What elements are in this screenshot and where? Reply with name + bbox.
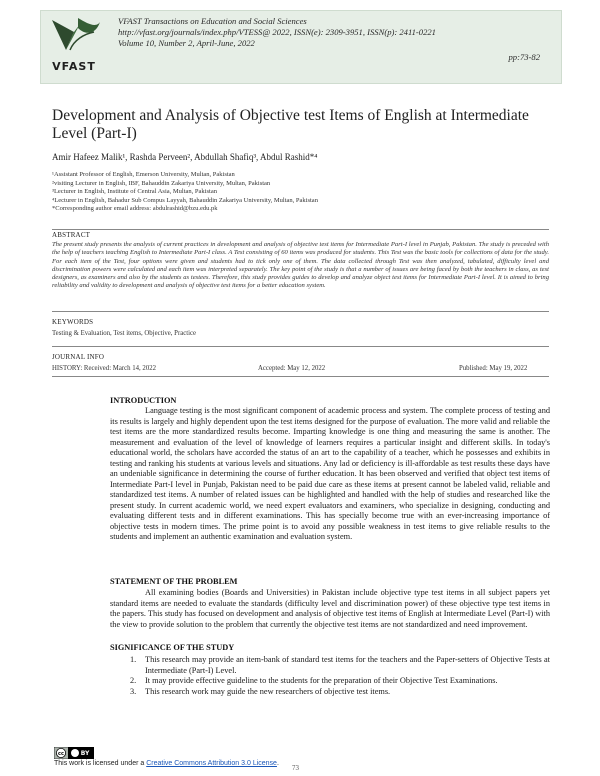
journal-info-bottom-rule xyxy=(52,376,549,377)
affiliation-line: ¹Assistant Professor of English, Emerson University, Multan, Pakistan xyxy=(52,171,235,178)
license-link[interactable]: Creative Commons Attribution 3.0 License xyxy=(146,760,277,767)
svg-text:cc: cc xyxy=(58,750,64,757)
journal-name: VFAST Transactions on Education and Social Sciences xyxy=(118,16,307,26)
statement-heading: STATEMENT OF THE PROBLEM xyxy=(110,577,238,586)
list-item xyxy=(110,687,550,698)
svg-text:BY: BY xyxy=(80,750,90,758)
journal-pages: pp:73-82 xyxy=(508,52,540,62)
introduction-heading: INTRODUCTION xyxy=(110,396,177,405)
list-item-number: 2. xyxy=(130,676,137,685)
page-number: 73 xyxy=(292,764,299,772)
affiliation-line: ²visiting Lecturer in English, IBF, Bahauddin Zakariya University, Multan, Pakistan xyxy=(52,179,271,187)
keywords-rule xyxy=(52,311,549,312)
list-item-number: 1. xyxy=(130,655,137,664)
significance-list xyxy=(110,655,550,697)
significance-heading: SIGNIFICANCE OF THE STUDY xyxy=(110,643,235,652)
affiliation-line: ³Lecturer in English, Institute of Central Asia, Multan, Pakistan xyxy=(52,188,217,196)
list-item-number: 3. xyxy=(130,686,137,696)
keywords-heading: KEYWORDS xyxy=(52,318,94,326)
keywords-text: Testing & Evaluation, Test items, Objective, Practice xyxy=(52,330,197,337)
license-prefix: This work is licensed under a xyxy=(54,760,147,767)
list-item-text: It may provide effective guideline to the students for the preparation of their Objective Test Examinations. xyxy=(145,676,498,685)
list-item-text: This research may provide an item-bank of standard test items for the teachers and the Paper-setters of Objective Tests at Intermediate (Part-I) Level. xyxy=(145,655,550,675)
list-item xyxy=(110,676,550,687)
logo-text: VFAST xyxy=(52,60,96,73)
journal-info-heading: JOURNAL INFO xyxy=(52,353,105,361)
license-suffix: . xyxy=(276,760,279,767)
list-item-text: This research work may guide the new researchers of objective test items. xyxy=(145,686,391,696)
paper-title: Development and Analysis of Objective test Items of English at Intermediate Level (Part-I) xyxy=(52,107,529,142)
abstract-heading: ABSTRACT xyxy=(52,231,91,239)
journal-urls: http://vfast.org/journals/index.php/VTESS@ 2022, ISSN(e): 2309-3951, ISSN(p): 2411-0221 xyxy=(118,27,436,37)
history-accepted: Accepted: May 12, 2022 xyxy=(258,365,326,372)
affiliation-line: ⁴Lecturer in English, Bahadur Sub Compus Layyah, Bahauddin Zakariya University, Multan, Pakistan xyxy=(52,196,318,204)
history-received: HISTORY: Received: March 14, 2022 xyxy=(52,365,157,372)
corresponding-author: *Corresponding author email address: abdulrashid@bzu.edu.pk xyxy=(52,205,218,213)
introduction-text: Language testing is the most significant component of academic process and system. The complete process of testing and its results is largely and highly dependent upon the test items designed for the purpose of evaluation. The more valid and reliable the test items are the more standardized results become. Imparting knowledge is one thing and measuring the same is another. The measurement and evaluation of the level of knowledge of learners requires a particular insight and different skills. In today's educational world, the scholars have accorded the status of an art to the capability of a teacher, which he possesses and exhibits in testing and ranking his students at various levels and situations. Any lad or deficiency is ill-affordable as test results these days have an undeniable significance in determining the course of further education. It has been observed and verified that object test items of Intermediate Part-I level in Punjab, Pakistan need to be paid due care as these items at present cannot be labeled valid, reliable and standardized test items. A number of related issues can be highlighted and handled with the help of studies and researched like the present study. In current academic world, we need expert evaluators and examiners, who specialize in designing, conducting and evaluating different tests and in different examinations. This has specially become true with an ever-increasing importance of objective tests in modern times. The prime point is to avoid any possible weakness in test items to give reliable results to the students and implement an authentic examination and evaluation system. xyxy=(110,406,550,541)
paper-authors: Amir Hafeez Malik¹, Rashda Perveen², Abdullah Shafiq³, Abdul Rashid*⁴ xyxy=(52,152,318,162)
abstract-top-rule xyxy=(52,229,549,230)
vfast-logo xyxy=(44,14,104,74)
history-published: Published: May 19, 2022 xyxy=(459,365,528,372)
journal-info-block xyxy=(118,16,436,49)
journal-info-rule xyxy=(52,346,549,347)
journal-volume: Volume 10, Number 2, April-June, 2022 xyxy=(118,38,255,48)
license-line xyxy=(54,760,279,767)
list-item xyxy=(110,655,550,676)
abstract-text: The present study presents the analysis of current practices in development and analysis of objective test items for Intermediate Part-I level in Punjab, Pakistan. The study is preceded with the help of teachers teaching English to Intermediate Part-I class. A Test consisting of 60 items was produced for students. This Test was the basic tools for collections of data for the study. For each item of the Test, four options were given and students had to tick only one of them. The data collected through Test was then analyzed, tabulated, difficulty level and discrimination powers were calculated and each item was interpreted separately. The key point of the study is that a number of issues are being faced by both the teachers in class, as test designers, as examiners and also by the students as testees. Therefore, this study provides guides to develop and analyze object test items for Intermediate Part-I level. It is aimed to bring reliability and validity to development and analysis of objective test items for a better education system. xyxy=(52,241,549,290)
cc-license-badge[interactable] xyxy=(54,747,94,759)
statement-text: All examining bodies (Boards and Universities) in Pakistan include objective type test items in all subject papers yet standard items are needed to evaluate the standards (difficulty level and discrimination power) of these objective type test items in the papers. This study has focused on development and analysis of objective test items of English at Intermediate Level (Part-I) with the view to provide solution to the problem that currently the objective test items are not standardized and need improvement. xyxy=(110,588,550,629)
affiliations xyxy=(52,171,318,214)
